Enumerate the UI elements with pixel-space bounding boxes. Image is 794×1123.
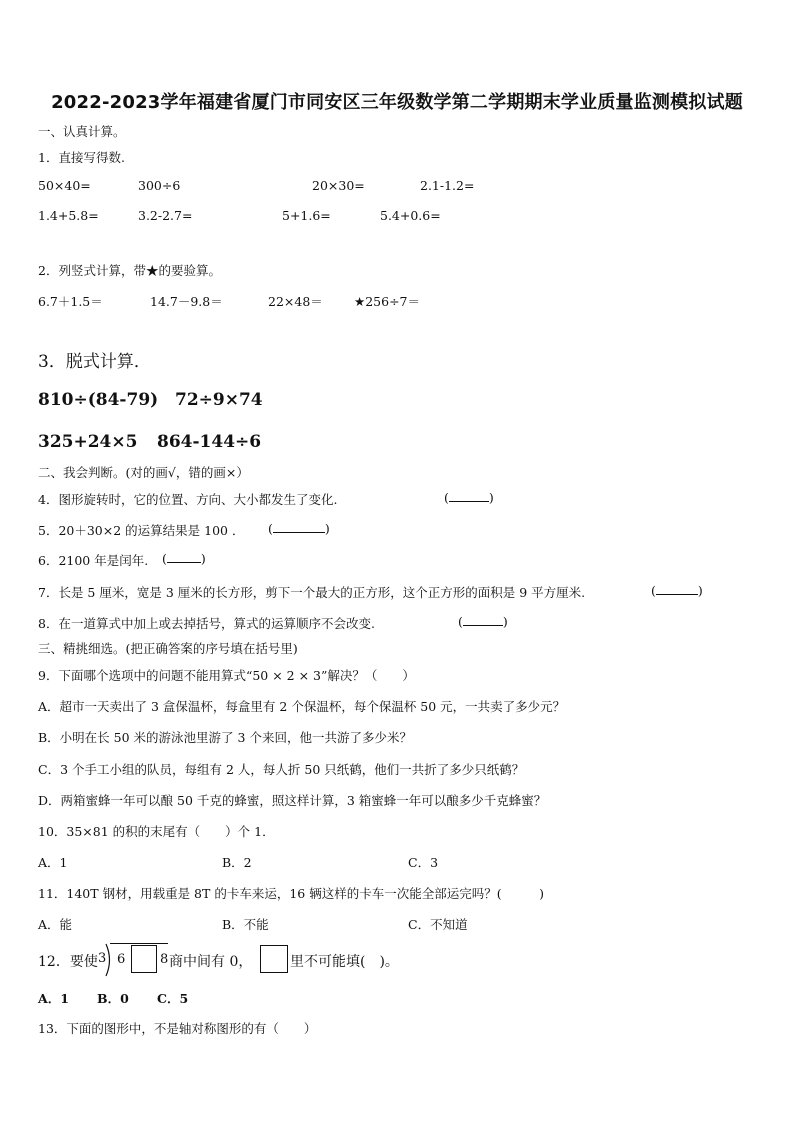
q10-option-b: B．2 xyxy=(222,855,252,870)
q1-item: 50×40= xyxy=(38,178,91,193)
q12-dividend-digit: 6 xyxy=(117,952,126,967)
q5-text: 5．20＋30×2 的运算结果是 100 ． xyxy=(38,523,245,538)
q7-answer-blank[interactable]: ( ) xyxy=(651,583,703,598)
page-title: 2022-2023学年福建省厦门市同安区三年级数学第二学期期末学业质量监测模拟试题 xyxy=(51,92,743,113)
q1-item: 5+1.6= xyxy=(282,208,331,223)
q3-item: 864-144÷6 xyxy=(157,432,262,452)
q1-item: 1.4+5.8= xyxy=(38,208,99,223)
q9-option-c: C．3 个手工小组的队员，每组有 2 人，每人折 50 只纸鹤，他们一共折了多少只纸鹤？ xyxy=(38,762,525,777)
q12-text-end: 里不可能填( )。 xyxy=(290,954,399,970)
q12-option-c: C．5 xyxy=(157,991,189,1006)
q2-item: 22×48＝ xyxy=(268,294,323,309)
q3-item: 72÷9×74 xyxy=(175,390,263,410)
q12-dividend-digit: 8 xyxy=(160,952,169,967)
q4-answer-blank[interactable]: ( ) xyxy=(444,490,494,505)
q1-item: 3.2-2.7= xyxy=(138,208,193,223)
q7-text: 7．长是 5 厘米，宽是 3 厘米的长方形，剪下一个最大的正方形，这个正方形的面积是 9 平方厘米. xyxy=(38,585,586,600)
q12-blank-box[interactable] xyxy=(260,945,288,973)
q5-answer-blank[interactable]: ( ) xyxy=(268,521,330,536)
q11-text: 11．140T 钢材，用载重是 8T 的卡车来运，16 辆这样的卡车一次能全部运完吗？( ) xyxy=(38,886,544,901)
q12-text-middle: 商中间有 0， xyxy=(169,954,253,970)
q10-option-c: C．3 xyxy=(408,855,439,870)
q4-text: 4．图形旋转时，它的位置、方向、大小都发生了变化. xyxy=(38,492,338,507)
division-vinculum xyxy=(110,943,168,944)
division-bracket-icon xyxy=(104,943,114,977)
q13-text: 13．下面的图形中，不是轴对称图形的有（ ） xyxy=(38,1021,317,1036)
q1-item: 5.4+0.6= xyxy=(380,208,441,223)
q10-text: 10．35×81 的积的末尾有（ ）个 1． xyxy=(38,824,275,839)
q11-option-c: C．不知道 xyxy=(408,917,468,932)
q3-label: 3．脱式计算． xyxy=(38,352,151,372)
q12-digit-box[interactable] xyxy=(131,945,157,973)
q8-answer-blank[interactable]: ( ) xyxy=(458,614,508,629)
q6-text: 6．2100 年是闰年. xyxy=(38,553,149,568)
q1-item: 300÷6 xyxy=(138,178,181,193)
q9-option-b: B．小明在长 50 米的游泳池里游了 3 个来回，他一共游了多少米？ xyxy=(38,730,412,745)
q9-text: 9．下面哪个选项中的问题不能用算式“50 × 2 × 3”解决？（ ） xyxy=(38,668,415,683)
section-1-heading: 一、认真计算。 xyxy=(38,124,126,139)
q11-option-a: A．能 xyxy=(38,917,73,932)
q1-label: 1．直接写得数. xyxy=(38,150,125,165)
q2-item: 14.7－9.8＝ xyxy=(150,294,223,309)
q1-item: 2.1-1.2= xyxy=(420,178,475,193)
q12-text-start: 12．要使 xyxy=(38,954,98,970)
q2-item: 6.7＋1.5＝ xyxy=(38,294,103,309)
q10-option-a: A．1 xyxy=(38,855,68,870)
q12-option-b: B．0 xyxy=(97,991,129,1006)
q9-option-d: D．两箱蜜蜂一年可以酿 50 千克的蜂蜜，照这样计算，3 箱蜜蜂一年可以酿多少千克蜂蜜？ xyxy=(38,793,547,808)
section-2-heading: 二、我会判断。(对的画√，错的画×） xyxy=(38,465,249,480)
q2-label: 2．列竖式计算，带★的要验算。 xyxy=(38,263,221,278)
q6-answer-blank[interactable]: ( ) xyxy=(162,551,206,566)
q11-option-b: B．不能 xyxy=(222,917,269,932)
q2-item: ★256÷7＝ xyxy=(354,294,420,309)
section-3-heading: 三、精挑细选。(把正确答案的序号填在括号里) xyxy=(38,641,298,656)
q8-text: 8．在一道算式中加上或去掉括号，算式的运算顺序不会改变. xyxy=(38,616,375,631)
q3-item: 325+24×5 xyxy=(38,432,138,452)
q1-item: 20×30= xyxy=(312,178,365,193)
q3-item: 810÷(84-79) xyxy=(38,390,159,410)
q9-option-a: A．超市一天卖出了 3 盒保温杯，每盒里有 2 个保温杯，每个保温杯 50 元，一共卖了多少元？ xyxy=(38,699,566,714)
q12-option-a: A．1 xyxy=(38,991,69,1006)
q12-divisor: 3 xyxy=(98,951,107,966)
